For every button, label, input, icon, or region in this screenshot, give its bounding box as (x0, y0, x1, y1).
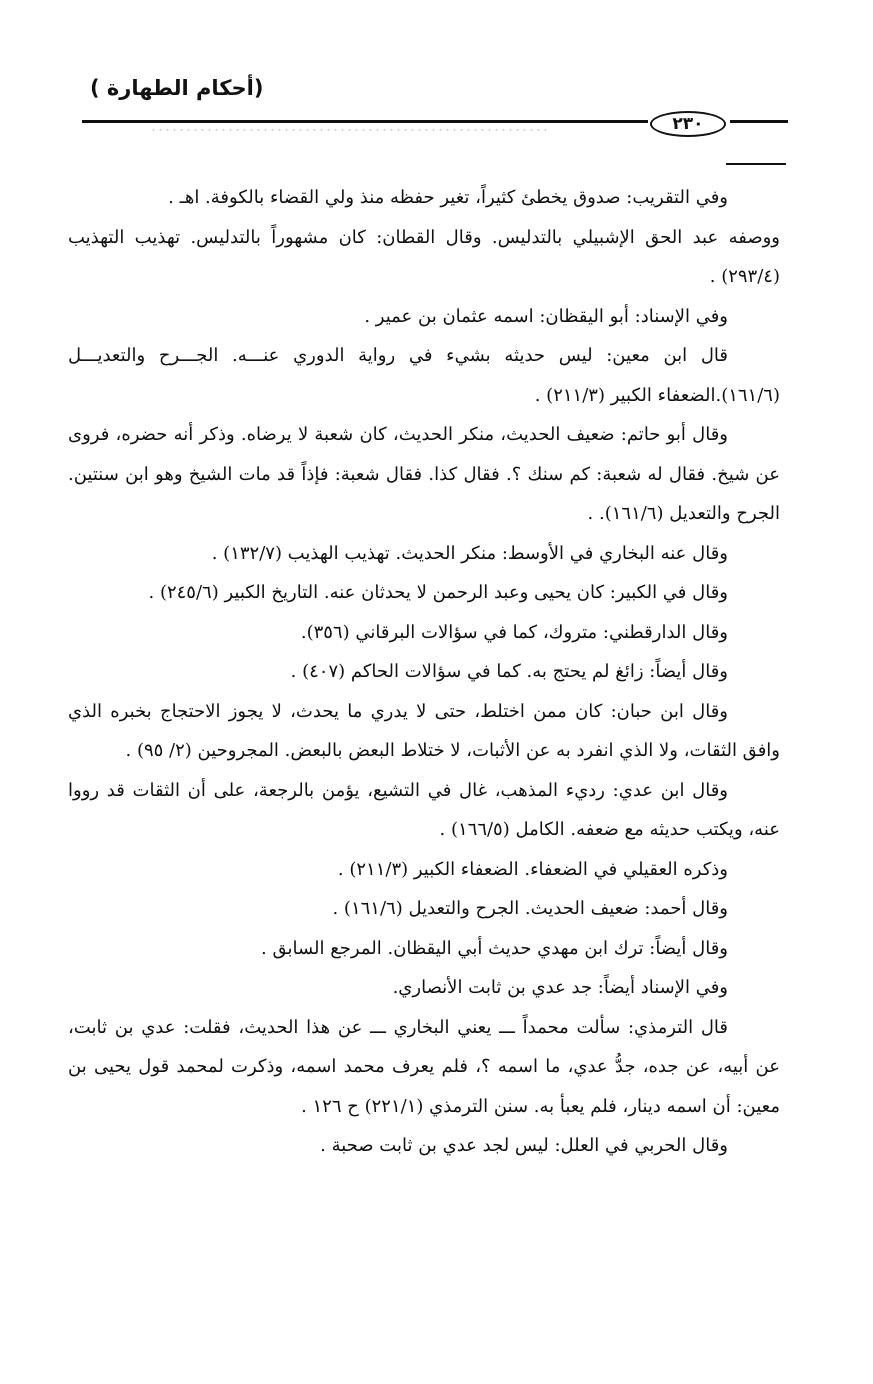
paragraph: وفي الإسناد أيضاً: جد عدي بن ثابت الأنصاري. (392, 977, 728, 998)
scan-speckle (150, 128, 550, 132)
paragraph: وقال أبو حاتم: ضعيف الحديث، منكر الحديث، كان شعبة لا يرضاه. وذكر أنه حضره، فروى عن شيخ. فقال له شعبة: كم سنك ؟. فقال كذا. فقال شعبة: فإذاً قد مات الشيخ وهو ابن سنتين. الجرح والتعديل (١٦١/٦). . (68, 424, 780, 524)
paragraph: وقال أحمد: ضعيف الحديث. الجرح والتعديل (١٦١/٦) . (332, 898, 728, 919)
paragraph: وقال أيضاً: زائغ لم يحتج به. كما في سؤالات الحاكم (٤٠٧) . (290, 661, 728, 682)
paragraph: وقال أيضاً: ترك ابن مهدي حديث أبي اليقظان. المرجع السابق . (261, 937, 728, 959)
paragraph: وقال ابن عدي: رديء المذهب، غال في التشيع، يؤمن بالرجعة، على أن الثقات قد رووا عنه، ويكتب حديثه مع ضعفه. الكامل (١٦٦/٥) . (68, 779, 780, 840)
body-text (68, 178, 780, 1166)
paragraph: قال الترمذي: سألت محمداً ـــ يعني البخاري ـــ عن هذا الحديث، فقلت: عدي بن ثابت، عن أبيه، عن جده، جدُّ عدي، ما اسمه ؟، فلم يعرف محمد اسمه، وذكرت لمحمد قول يحيى بن معين: أن اسمه دينار، فلم يعبأ به. سنن الترمذي (٢٢١/١) ح ١٢٦ . (68, 1016, 780, 1117)
paragraph: وقال الحربي في العلل: ليس لجد عدي بن ثابت صحبة . (320, 1135, 728, 1156)
paragraph: وذكره العقيلي في الضعفاء. الضعفاء الكبير (٢١١/٣) . (337, 858, 728, 880)
paragraph: وفي الإسناد: أبو اليقظان: اسمه عثمان بن عمير . (364, 305, 728, 327)
paragraph: وفي التقريب: صدوق يخطئ كثيراً، تغير حفظه منذ ولي القضاء بالكوفة. اهـ . (168, 187, 728, 208)
paragraph: وقال عنه البخاري في الأوسط: منكر الحديث. تهذيب الهذيب (١٣٢/٧) . (211, 542, 728, 564)
paragraph: ووصفه عبد الحق الإشبيلي بالتدليس. وقال القطان: كان مشهوراً بالتدليس. تهذيب التهذيب (٢٩٣/٤) . (68, 226, 780, 287)
page-number (650, 111, 726, 137)
running-header-title: (أحكام الطهارة ) (90, 76, 264, 100)
page-number-text: ٢٣٠ (672, 114, 704, 134)
footnote-rule (726, 163, 786, 165)
paragraph: وقال ابن حبان: كان ممن اختلط، حتى لا يدري ما يحدث، لا يجوز الاحتجاج بخبره الذي وافق الثقات، ولا الذي انفرد به عن الأثبات، لا ختلاط البعض بالبعض. المجروحين (٢/ ٩٥) . (68, 700, 780, 761)
paragraph: وقال الدارقطني: متروك، كما في سؤالات البرقاني (٣٥٦). (300, 621, 728, 643)
paragraph: قال ابن معين: ليس حديثه بشيء في رواية الدوري عنـــه. الجـــرح والتعديـــل (١٦١/٦).الضعفاء الكبير (٢١١/٣) . (68, 345, 780, 406)
paragraph: وقال في الكبير: كان يحيى وعبد الرحمن لا يحدثان عنه. التاريخ الكبير (٢٤٥/٦) . (148, 582, 728, 603)
